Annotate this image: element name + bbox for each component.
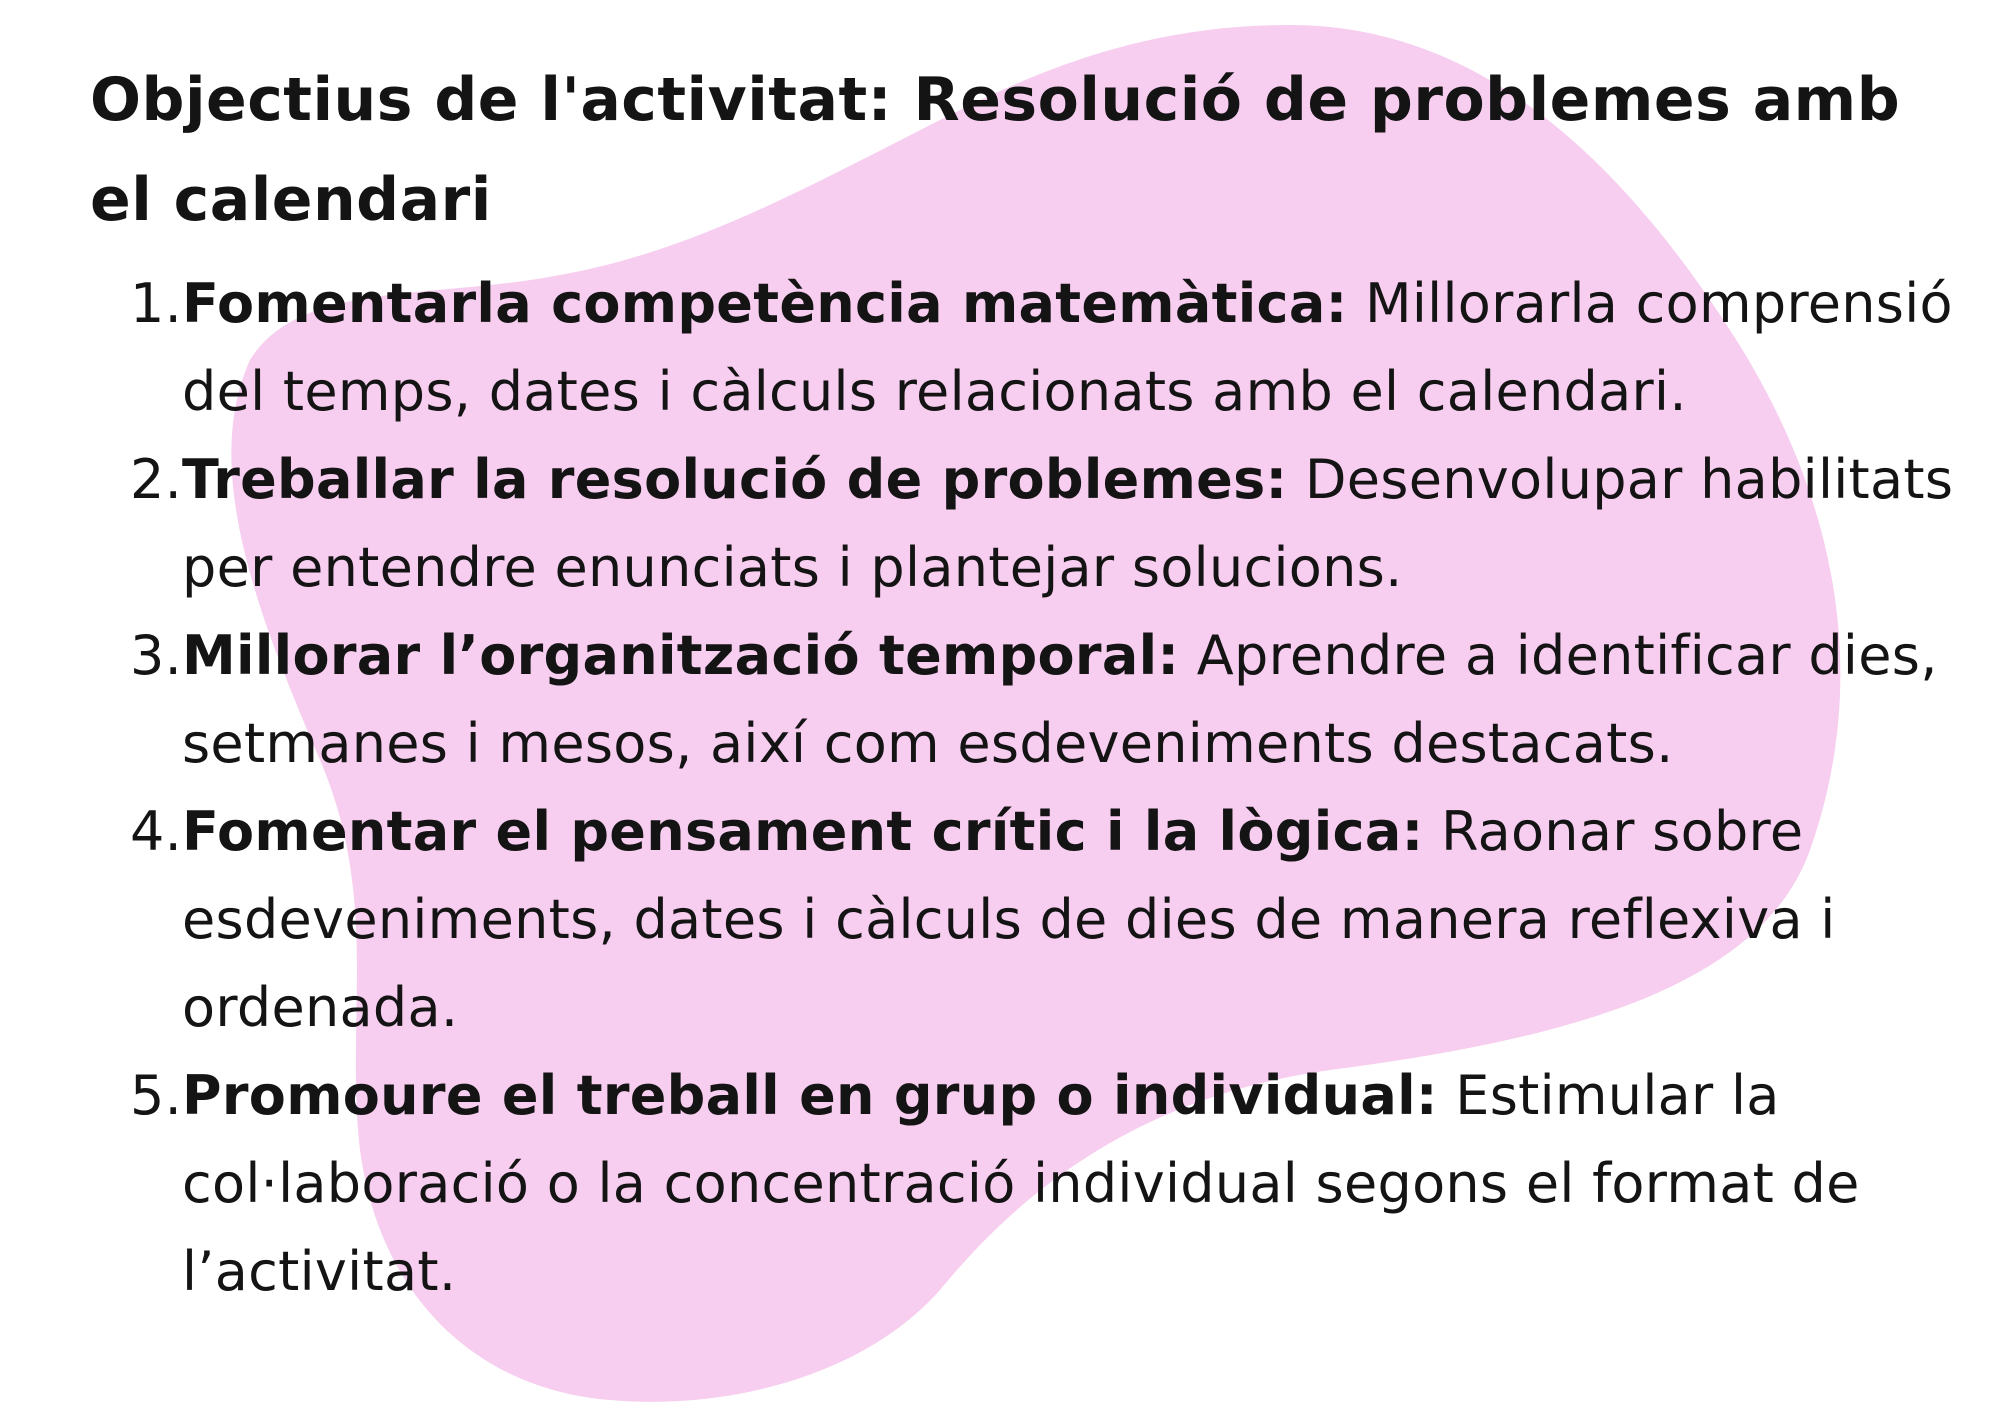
objective-text: Aprendre a identificar dies, setmanes i mesos, així com esdeveniments destacats. — [182, 624, 1938, 775]
objective-text: Desenvolupar habilitats per entendre enunciats i plantejar solucions. — [182, 448, 1954, 599]
objectives-list — [90, 260, 1970, 1316]
objective-heading: Promoure el treball en grup o individual: — [182, 1064, 1438, 1127]
objective-number: 4. — [130, 800, 183, 863]
objective-text: Millorarla comprensió del temps, dates i càlculs relacionats amb el calendari. — [182, 272, 1953, 423]
objective-text: Raonar sobre esdeveniments, dates i càlculs de dies de manera reflexiva i ordenada. — [182, 800, 1836, 1039]
objective-heading: Fomentarla competència matemàtica: — [182, 272, 1348, 335]
objective-number: 3. — [130, 624, 183, 687]
objective-heading: Treballar la resolució de problemes: — [182, 448, 1288, 511]
objective-heading: Fomentar el pensament crític i la lògica: — [182, 800, 1424, 863]
objective-item — [90, 260, 1970, 436]
objective-number: 2. — [130, 448, 183, 511]
objectives-section — [90, 50, 1970, 1316]
objective-item — [90, 436, 1970, 612]
objective-number: 5. — [130, 1064, 183, 1127]
objective-text: Estimular la col·laboració o la concentració individual segons el format de l’activitat. — [182, 1064, 1860, 1303]
objective-heading: Millorar l’organització temporal: — [182, 624, 1180, 687]
objective-number: 1. — [130, 272, 183, 335]
objective-item — [90, 788, 1970, 1052]
objective-item — [90, 612, 1970, 788]
objective-item — [90, 1052, 1970, 1316]
page-title: Objectius de l'activitat: Resolució de problemes amb el calendari — [90, 65, 1901, 235]
